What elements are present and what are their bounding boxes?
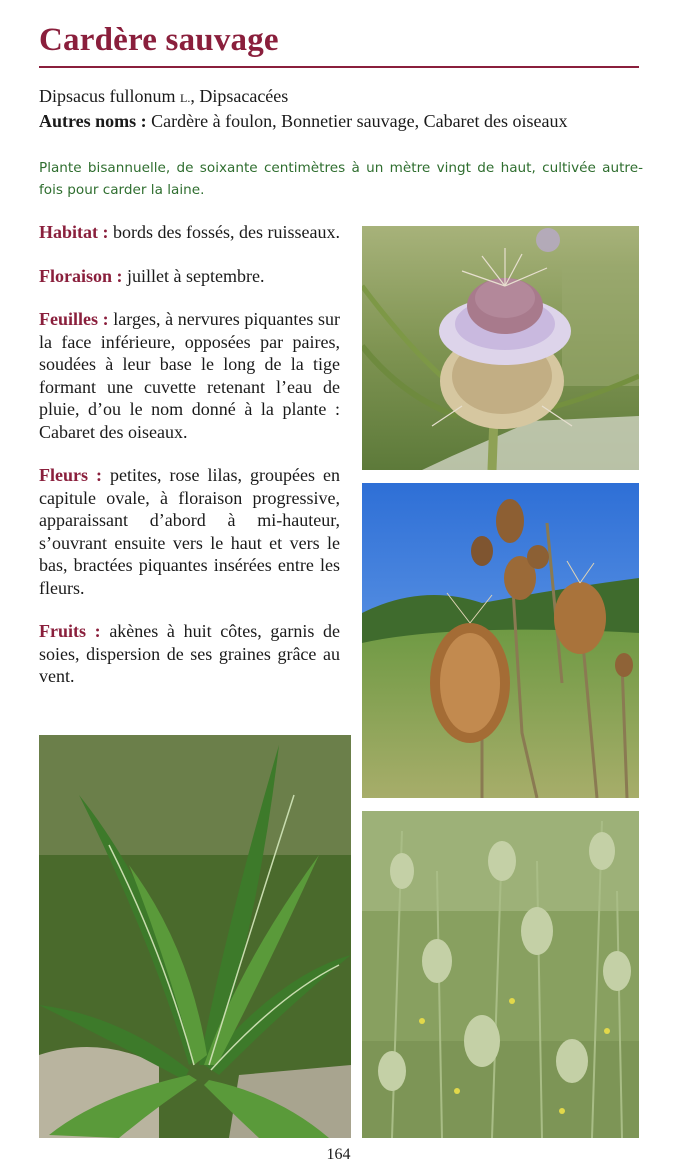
intro-text: Plante bisannuelle, de soixante centimètres à un mètre vingt de haut, cultivée autre-fois pour carder la laine. — [39, 160, 643, 198]
title-rule — [39, 66, 639, 68]
section-feuilles — [39, 308, 340, 443]
page-number: 164 — [326, 1146, 351, 1163]
section-label: Floraison : — [39, 265, 123, 286]
other-names-line — [39, 111, 568, 132]
section-habitat — [39, 221, 340, 244]
section-text: larges, à nervures piquantes sur la face inférieure, opposées par paires, soudées à leur base le long de la tige formant une cuvette retenant l’eau de pluie, d’ou le nom donné à la plante : Cabaret des oiseaux. — [39, 309, 340, 442]
section-text: juillet à septembre. — [127, 265, 265, 286]
scientific-name: Dipsacus fullonum — [39, 86, 176, 106]
section-fruits — [39, 620, 340, 688]
section-label: Habitat : — [39, 222, 109, 242]
page-title: Cardère sauvage — [39, 22, 279, 58]
other-names-label: Autres noms : — [39, 111, 147, 131]
section-label: Feuilles : — [39, 309, 109, 329]
section-text: bords des fossés, des ruisseaux. — [113, 222, 340, 242]
scientific-name-line: Dipsacus fullonum L., Dipsacacées — [39, 86, 289, 106]
photo-teasel-field — [362, 811, 639, 1138]
photo-flower-head — [362, 226, 639, 470]
section-floraison — [39, 265, 340, 288]
description-sections — [39, 221, 340, 709]
section-text: akènes à huit côtes, garnis de soies, dispersion de ses graines grâce au vent. — [39, 621, 340, 686]
section-label: Fruits : — [39, 621, 101, 641]
photo-dried-heads — [362, 483, 639, 798]
section-fleurs — [39, 464, 340, 599]
photo-leaf-rosette — [39, 735, 351, 1138]
author-abbrev: L. — [180, 91, 191, 105]
section-label: Fleurs : — [39, 465, 102, 485]
section-text: petites, rose lilas, groupées en capitule ovale, à floraison progressive, apparaissant d’abord à mi-hauteur, s’ouvrant ensuite vers le haut et vers le bas, bractées piquantes insérées entre les fleurs. — [39, 465, 340, 598]
family-name: Dipsacacées — [199, 86, 289, 106]
other-names: Cardère à foulon, Bonnetier sauvage, Cabaret des oiseaux — [151, 111, 568, 131]
